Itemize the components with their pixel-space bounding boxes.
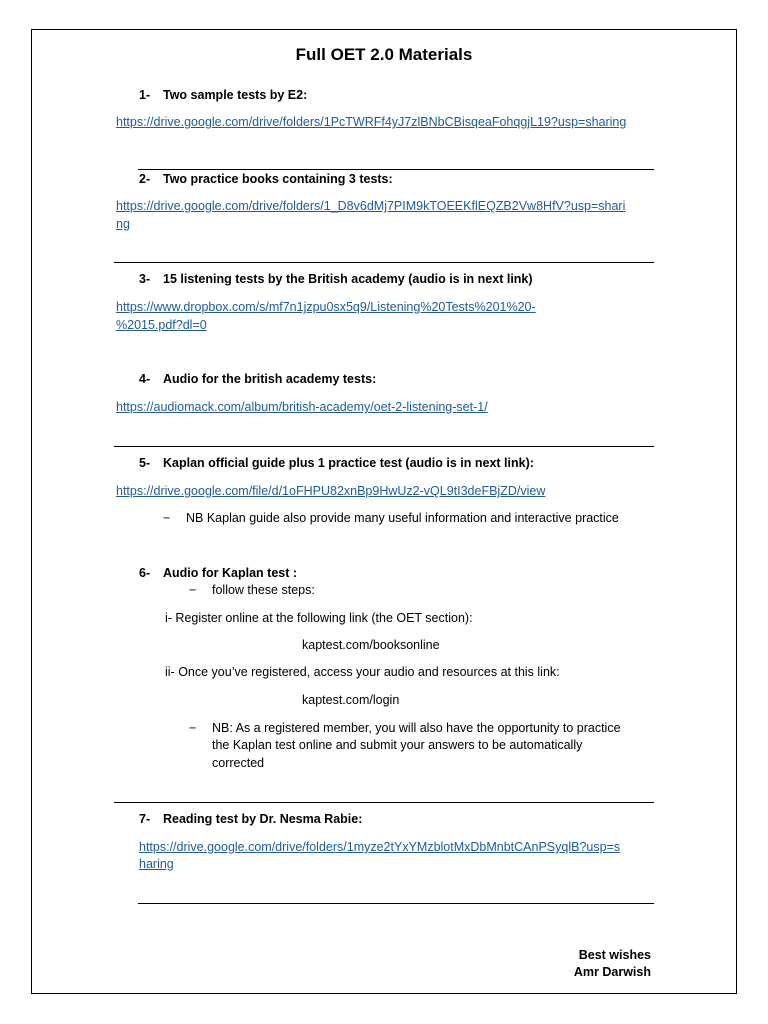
bullet-dash: −: [163, 511, 171, 525]
bullet-dash: −: [189, 583, 197, 597]
section-6-step-1-link: kaptest.com/booksonline: [302, 638, 440, 652]
divider: [138, 903, 654, 904]
section-4-heading: Audio for the british academy tests:: [163, 372, 377, 386]
bullet-dash: −: [189, 721, 197, 735]
divider: [138, 169, 654, 170]
closing-greeting: Best wishes: [578, 948, 651, 962]
section-3-number: 3-: [139, 272, 151, 286]
section-2-link[interactable]: https://drive.google.com/drive/folders/1_D8v6dMj7PIM9kTOEEKflEQZB2Vw8HfV?usp=shari: [116, 199, 626, 213]
section-3-heading: 15 listening tests by the British academy (audio is in next link): [163, 272, 533, 286]
section-7-number: 7-: [139, 812, 151, 826]
section-5-link[interactable]: https://drive.google.com/file/d/1oFHPU82xnBp9HwUz2-vQL9tI3deFBjZD/view: [116, 484, 546, 498]
section-2-number: 2-: [139, 172, 151, 186]
section-7-heading: Reading test by Dr. Nesma Rabie:: [163, 812, 363, 826]
section-6-note-line: the Kaplan test online and submit your answers to be automatically: [212, 738, 583, 752]
section-5-heading: Kaplan official guide plus 1 practice test (audio is in next link):: [163, 456, 534, 470]
section-4-link[interactable]: https://audiomack.com/album/british-academy/oet-2-listening-set-1/: [116, 400, 488, 414]
section-1-heading: Two sample tests by E2:: [163, 88, 308, 102]
section-5-note: NB Kaplan guide also provide many useful information and interactive practice: [186, 511, 619, 525]
section-6-step-2: ii- Once you’ve registered, access your audio and resources at this link:: [165, 665, 560, 679]
section-6-note-line: corrected: [212, 756, 265, 770]
section-1-number: 1-: [139, 88, 151, 102]
document-title: Full OET 2.0 Materials: [295, 45, 473, 64]
section-7-link-continued[interactable]: haring: [139, 857, 174, 871]
section-3-link[interactable]: https://www.dropbox.com/s/mf7n1jzpu0sx5q9/Listening%20Tests%201%20-: [116, 300, 536, 314]
section-6-step-intro: follow these steps:: [212, 583, 315, 597]
divider: [114, 262, 654, 263]
author-name: Amr Darwish: [573, 965, 651, 979]
section-6-heading: Audio for Kaplan test :: [163, 566, 298, 580]
section-6-note-line: NB: As a registered member, you will also have the opportunity to practice: [212, 721, 621, 735]
section-7-link[interactable]: https://drive.google.com/drive/folders/1myze2tYxYMzblotMxDbMnbtCAnPSyqlB?usp=s: [139, 840, 621, 854]
section-6-step-2-link: kaptest.com/login: [302, 693, 400, 707]
section-5-number: 5-: [139, 456, 151, 470]
divider: [114, 802, 654, 803]
section-6-number: 6-: [139, 566, 151, 580]
section-2-link-continued[interactable]: ng: [116, 217, 130, 231]
section-1-link[interactable]: https://drive.google.com/drive/folders/1PcTWRFf4yJ7zlBNbCBisqeaFohqgjL19?usp=sharing: [116, 115, 627, 129]
section-3-link-continued[interactable]: %2015.pdf?dl=0: [116, 318, 207, 332]
section-6-step-1: i- Register online at the following link (the OET section):: [165, 611, 473, 625]
section-2-heading: Two practice books containing 3 tests:: [163, 172, 393, 186]
divider: [114, 446, 654, 447]
section-4-number: 4-: [139, 372, 151, 386]
